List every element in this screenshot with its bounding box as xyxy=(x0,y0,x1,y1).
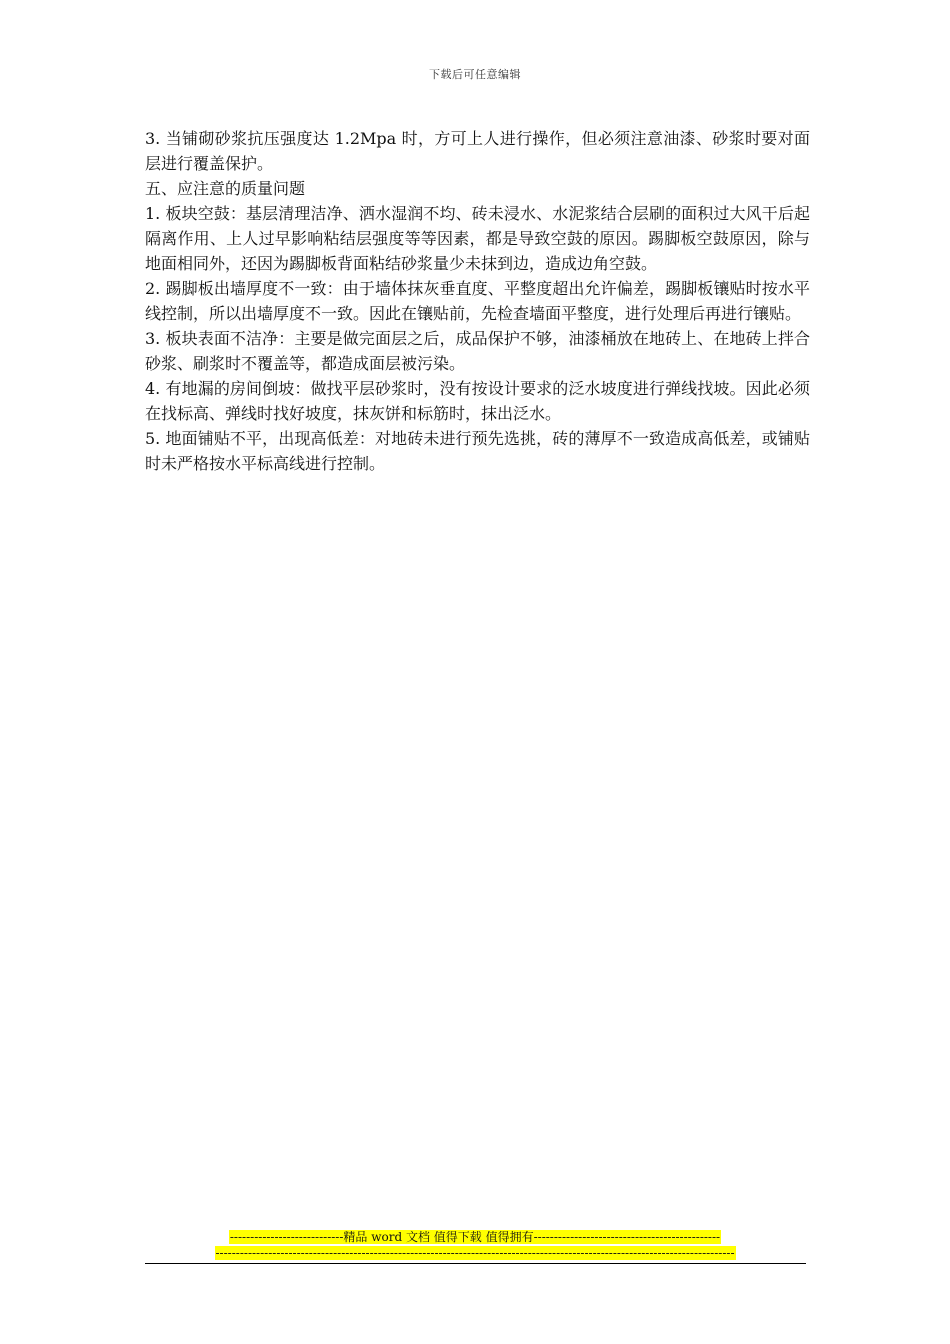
paragraph-3-surface-dirty: 3. 板块表面不洁净：主要是做完面层之后，成品保护不够，油漆桶放在地砖上、在地砖上拌合砂浆、刷浆时不覆盖等，都造成面层被污染。 xyxy=(145,329,810,373)
footer-divider xyxy=(145,1263,806,1264)
header-note: 下载后可任意编辑 xyxy=(429,68,521,81)
paragraph-2-skirting-thickness: 2. 踢脚板出墙厚度不一致：由于墙体抹灰垂直度、平整度超出允许偏差，踢脚板镶贴时按水平线控制，所以出墙厚度不一致。因此在镶贴前，先检查墙面平整度，进行处理后再进行镶贴。 xyxy=(145,279,810,323)
footer-banner-text-2: -------------------------------------------------------------------------------------------------------------------------------- xyxy=(215,1246,735,1260)
footer-banner-text-1: ----------------------------精品 word 文档 值得下载 值得拥有---------------------------------------------- xyxy=(229,1230,721,1244)
paragraph-4-floor-drain-slope: 4. 有地漏的房间倒坡：做找平层砂浆时，没有按设计要求的泛水坡度进行弹线找坡。因此必须在找标高、弹线时找好坡度，抹灰饼和标筋时，抹出泛水。 xyxy=(145,379,810,423)
paragraph-1-hollowing: 1. 板块空鼓：基层清理洁净、洒水湿润不均、砖未浸水、水泥浆结合层刷的面积过大风干后起隔离作用、上人过早影响粘结层强度等等因素，都是导致空鼓的原因。踢脚板空鼓原因，除与地面相同外，还因为踢脚板背面粘结砂浆量少未抹到边，造成边角空鼓。 xyxy=(145,204,810,273)
section-heading-quality-issues: 五、应注意的质量问题 xyxy=(145,179,306,198)
footer-banner-line-1 xyxy=(0,1230,950,1245)
document-body xyxy=(145,126,810,476)
paragraph-3-protection: 3. 当铺砌砂浆抗压强度达 1.2Mpa 时，方可上人进行操作，但必须注意油漆、砂浆时要对面层进行覆盖保护。 xyxy=(145,129,810,173)
paragraph-5-uneven-floor: 5. 地面铺贴不平，出现高低差：对地砖未进行预先选挑，砖的薄厚不一致造成高低差，或铺贴时未严格按水平标高线进行控制。 xyxy=(145,429,810,473)
footer-banner-line-2 xyxy=(0,1246,950,1261)
